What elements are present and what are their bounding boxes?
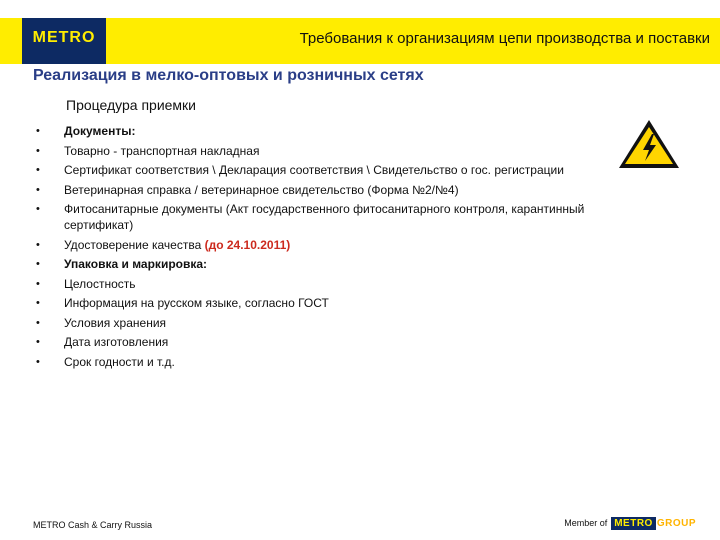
- metro-logo-text: METRO: [32, 29, 96, 46]
- bullet-dot: •: [36, 355, 40, 368]
- bullet-list: [36, 123, 596, 373]
- list-item-text: Условия хранения: [64, 315, 167, 330]
- metro-group-logo-group: GROUP: [656, 518, 696, 529]
- bullet-dot: •: [36, 297, 40, 309]
- bullet-dot: •: [36, 258, 40, 270]
- list-item-text: Информация на русском языке, согласно ГОСТ: [64, 296, 329, 310]
- bullet-dot: •: [36, 203, 40, 215]
- high-voltage-warning-icon: [612, 114, 686, 174]
- member-of-label: Member of: [564, 518, 608, 528]
- list-item: [36, 295, 596, 311]
- list-item: [36, 143, 596, 159]
- list-item: [36, 237, 596, 253]
- list-item: [36, 182, 596, 198]
- metro-logo: [22, 18, 106, 64]
- page-title: Реализация в мелко-оптовых и розничных сетях: [33, 67, 424, 84]
- list-item: [36, 256, 596, 272]
- list-item-text: Документы:: [64, 124, 136, 138]
- bullet-dot: •: [36, 125, 40, 137]
- bullet-dot: •: [36, 144, 40, 157]
- footer-member: [564, 517, 696, 530]
- list-item: [36, 123, 596, 139]
- bullet-dot: •: [36, 277, 40, 290]
- metro-group-logo-metro: METRO: [611, 517, 656, 530]
- list-item-text: Фитосанитарные документы (Акт государственного фитосанитарного контроля, карантинный сертификат): [64, 202, 585, 232]
- list-item: [36, 276, 596, 292]
- section-title: Процедура приемки: [66, 97, 196, 113]
- bullet-dot: •: [36, 238, 40, 251]
- list-item-text: Товарно - транспортная накладная: [64, 143, 260, 158]
- list-item: [36, 354, 596, 370]
- deadline-highlight: (до 24.10.2011): [204, 237, 291, 252]
- header-bar: [0, 18, 720, 64]
- list-item: [36, 315, 596, 331]
- list-item-text: Удостоверение качества: [64, 237, 205, 252]
- list-item: [36, 334, 596, 350]
- list-item-text: Целостность: [64, 276, 136, 291]
- bullet-dot: •: [36, 336, 40, 348]
- list-item-text: Срок годности и т.д.: [64, 354, 175, 369]
- footer-company: METRO Cash & Carry Russia: [33, 520, 153, 530]
- list-item-text: Сертификат соответствия \ Декларация соответствия \ Свидетельство о гос. регистрации: [64, 163, 564, 177]
- header-title: Требования к организациям цепи производства и поставки: [299, 30, 710, 47]
- list-item: [36, 162, 596, 178]
- bullet-dot: •: [36, 164, 40, 176]
- bullet-dot: •: [36, 316, 40, 329]
- list-item-text: Ветеринарная справка / ветеринарное свидетельство (Форма №2/№4): [64, 182, 459, 197]
- bullet-dot: •: [36, 183, 40, 196]
- list-item-text: Дата изготовления: [64, 335, 169, 349]
- list-item: [36, 201, 596, 233]
- list-item-text: Упаковка и маркировка:: [64, 257, 208, 271]
